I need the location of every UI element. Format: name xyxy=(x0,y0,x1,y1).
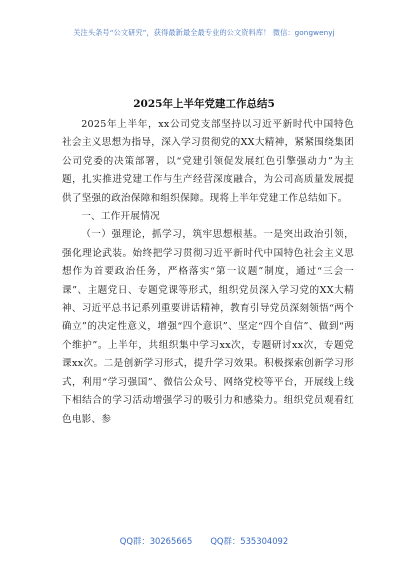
section-heading: 一、工作开展情况 xyxy=(81,211,160,223)
qq-group-1: QQ群：30265665 xyxy=(119,536,193,546)
document-title: 2025年上半年党建工作总结5 xyxy=(133,98,275,110)
intro-paragraph: 2025年上半年，xx公司党支部坚持以习近平新时代中国特色社会主义思想为指导，深入学习贯彻党的XX大精神，紧紧围绕集团公司党委的决策部署，以“党建引领促发展红色引擎强动力”为主题，扎实推进党建工作与生产经营深度融合，为公司高质量发展提供了坚强的政治保障和组织保障。现将上半年党建工作总结如下。 xyxy=(62,119,354,204)
qq-group-2: QQ群：535304092 xyxy=(210,536,289,546)
document-body xyxy=(62,116,354,429)
body-paragraph: （一）强理论，抓学习，筑牢思想根基。一是突出政治引领，强化理论武装。始终把学习贯彻习近平新时代中国特色社会主义思想作为首要政治任务，严格落实“第一议题”制度，通过“三会一课”、主题党日、专题党课等形式，组织党员深入学习党的XX大精神、习近平总书记系列重要讲话精神，教育引导党员深刻领悟“两个确立”的决定性意义，增强“四个意识”、坚定“四个自信”、做到“两个维护”。上半年，共组织集中学习xx次，专题研讨xx次，专题党课xx次。二是创新学习形式，提升学习效果。积极探索创新学习形式，利用“学习强国”、微信公众号、网络党校等平台，开展线上线下相结合的学习活动增强学习的吸引力和感染力。组织党员观看红色电影、参 xyxy=(62,229,354,425)
footer-contacts xyxy=(0,535,408,547)
header-banner: 关注头条号“公文研究”，获得最新最全最专业的公文资料库！ 微信：gongwenyj xyxy=(73,28,335,37)
